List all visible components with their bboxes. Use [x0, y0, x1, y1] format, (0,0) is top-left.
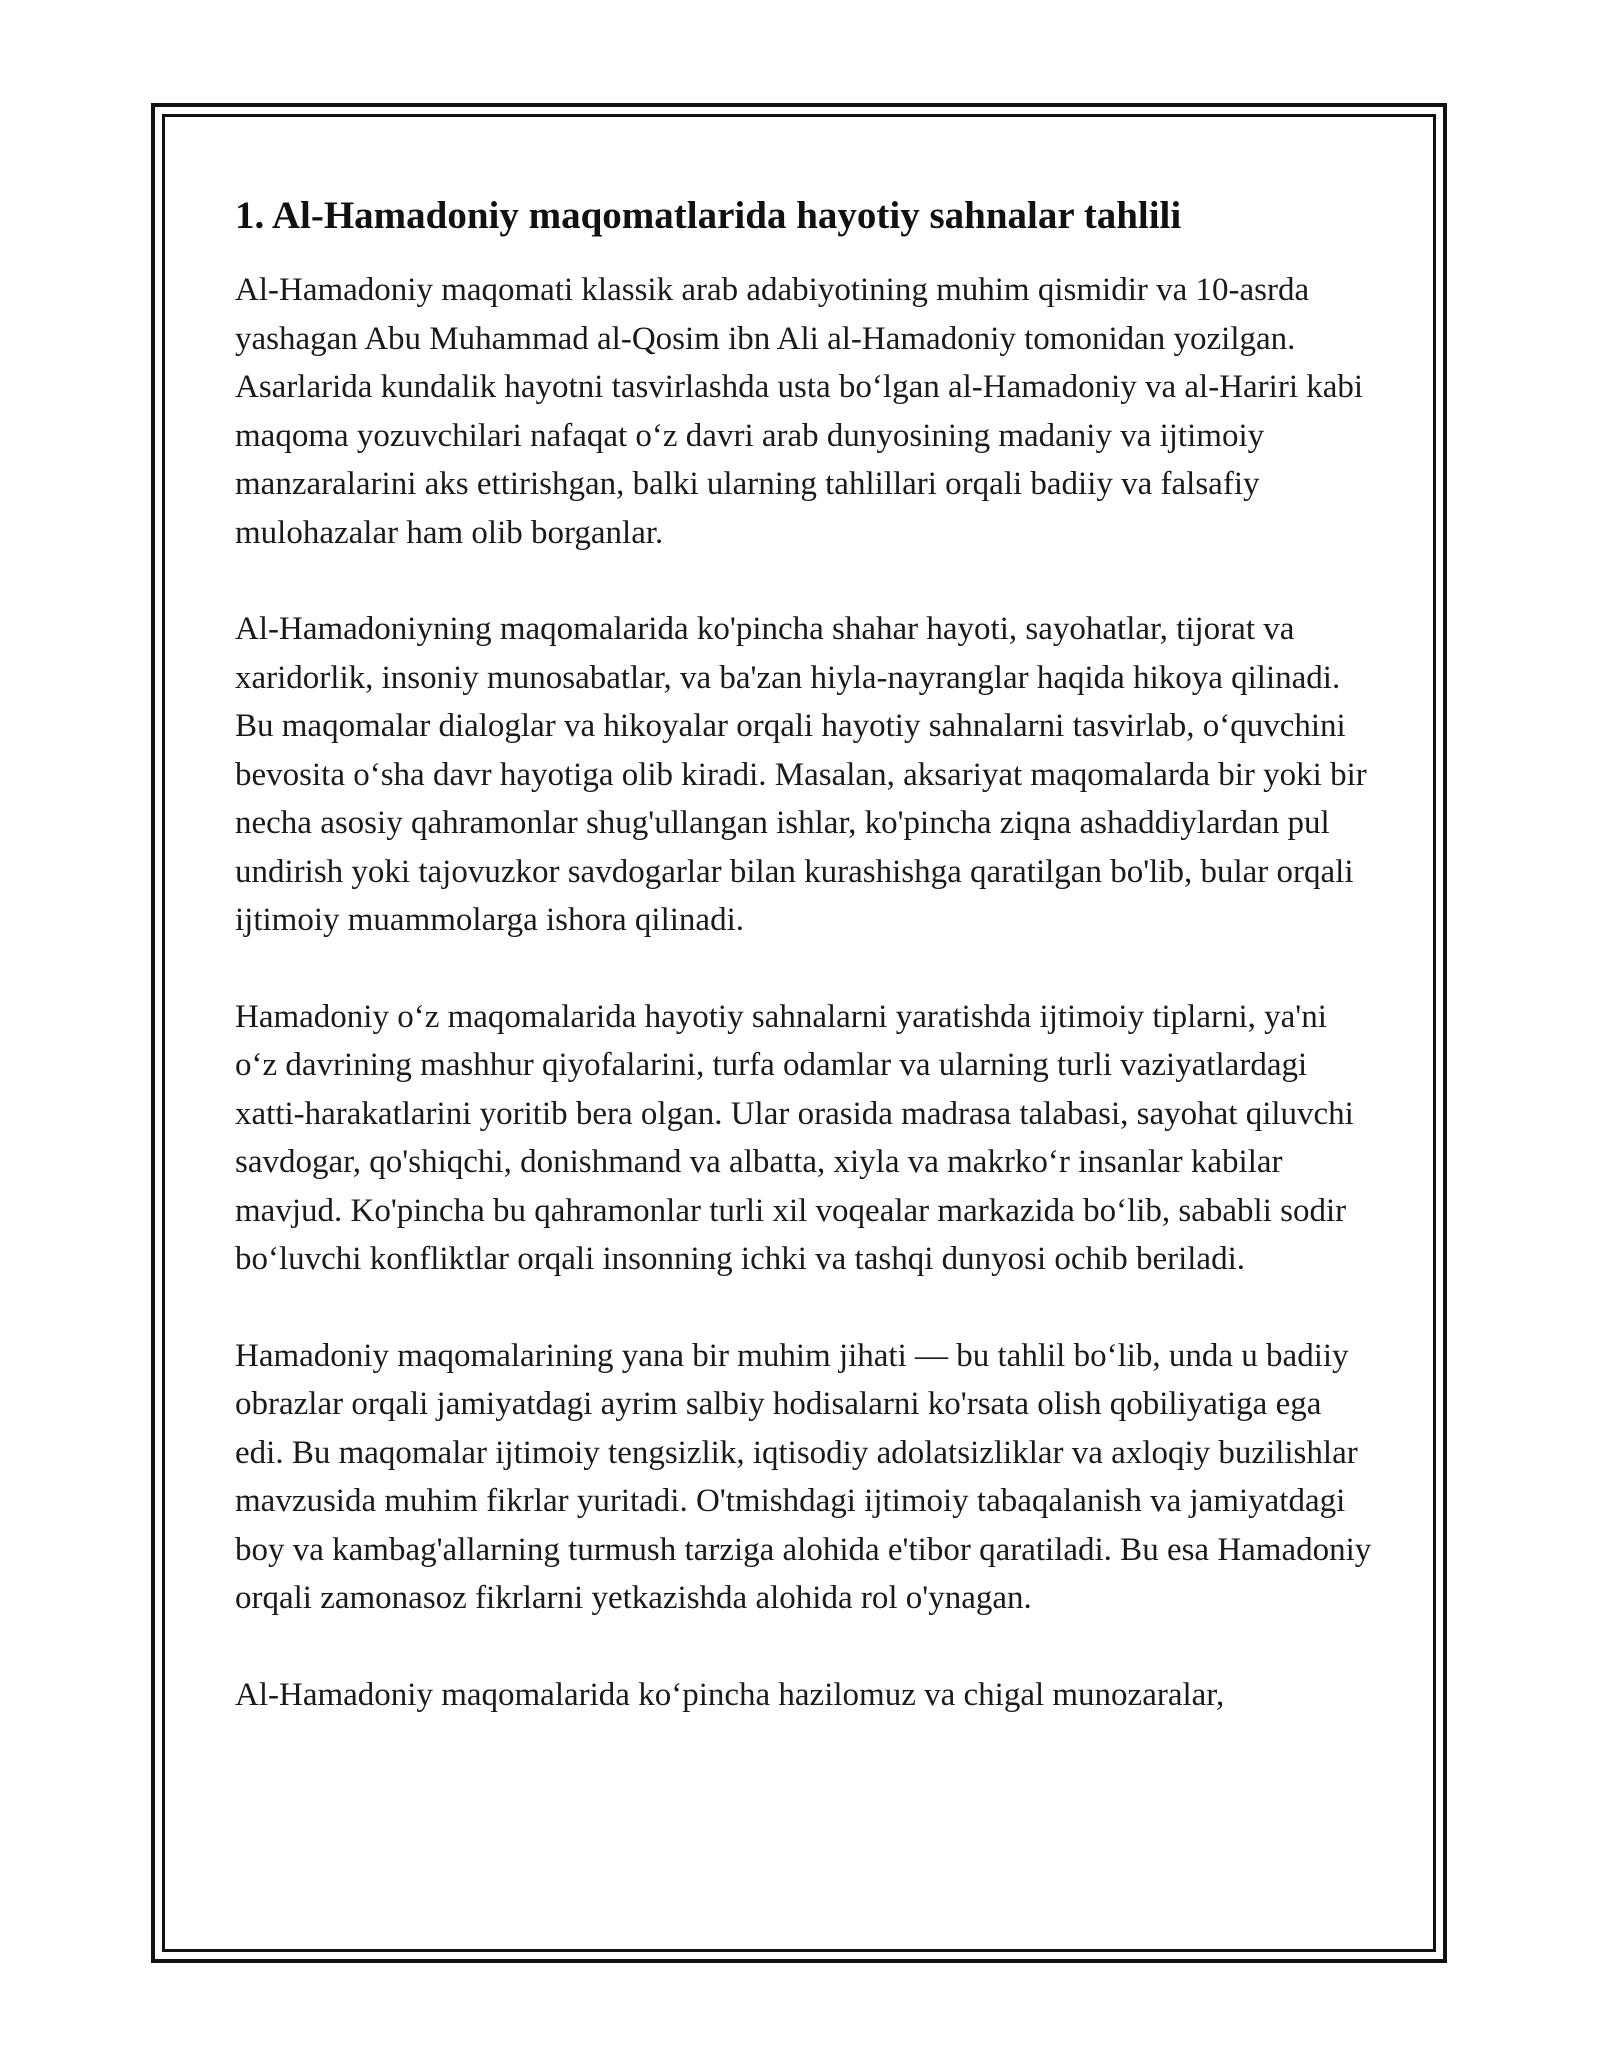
document-body — [235, 188, 1375, 1719]
paragraph-1: Al-Hamadoniy maqomati klassik arab adabiyotining muhim qismidir va 10-asrda yashagan Abu Muhammad al-Qosim ibn Ali al-Hamadoniy tomonidan yozilgan. Asarlarida kundalik hayotni tasvirlashda usta bo‘lgan al-Hamadoniy va al-Hariri kabi maqoma yozuvchilari nafaqat o‘z davri arab dunyosining madaniy va ijtimoiy manzaralarini aks ettirishgan, balki ularning tahlillari orqali badiiy va falsafiy mulohazalar ham olib borganlar. — [235, 272, 1364, 551]
section-heading: 1. Al-Hamadoniy maqomatlarida hayotiy sahnalar tahlili — [235, 194, 1182, 237]
paragraph-3: Hamadoniy o‘z maqomalarida hayotiy sahnalarni yaratishda ijtimoiy tiplarni, ya'ni o‘z davrining mashhur qiyofalarini, turfa odamlar va ularning turli vaziyatlardagi xatti-harakatlarini yoritib bera olgan. Ular orasida madrasa talabasi, sayohat qiluvchi savdogar, qo'shiqchi, donishmand va albatta, xiyla va makrko‘r insanlar kabilar mavjud. Ko'pincha bu qahramonlar turli xil voqealar markazida bo‘lib, sababli sodir bo‘luvchi konfliktlar orqali insonning ichki va tashqi dunyosi ochib beriladi. — [235, 998, 1354, 1277]
paragraph-5: Al-Hamadoniy maqomalarida ko‘pincha hazilomuz va chigal munozaralar, — [235, 1676, 1225, 1713]
paragraph-2: Al-Hamadoniyning maqomalarida ko'pincha shahar hayoti, sayohatlar, tijorat va xaridorlik, insoniy munosabatlar, va ba'zan hiyla-nayranglar haqida hikoya qilinadi. Bu maqomalar dialoglar va hikoyalar orqali hayotiy sahnalarni tasvirlab, o‘quvchini bevosita o‘sha davr hayotiga olib kiradi. Masalan, aksariyat maqomalarda bir yoki bir necha asosiy qahramonlar shug'ullangan ishlar, ko'pincha ziqna ashaddiylardan pul undirish yoki tajovuzkor savdogarlar bilan kurashishga qaratilgan bo'lib, bular orqali ijtimoiy muammolarga ishora qilinadi. — [235, 611, 1367, 938]
paragraph-4: Hamadoniy maqomalarining yana bir muhim jihati — bu tahlil bo‘lib, unda u badiiy obrazlar orqali jamiyatdagi ayrim salbiy hodisalarni ko'rsata olish qobiliyatiga ega edi. Bu maqomalar ijtimoiy tengsizlik, iqtisodiy adolatsizliklar va axloqiy buzilishlar mavzusida muhim fikrlar yuritadi. O'tmishdagi ijtimoiy tabaqalanish va jamiyatdagi boy va kambag'allarning turmush tarziga alohida e'tibor qaratiladi. Bu esa Hamadoniy orqali zamonasoz fikrlarni yetkazishda alohida rol o'ynagan. — [235, 1337, 1372, 1616]
